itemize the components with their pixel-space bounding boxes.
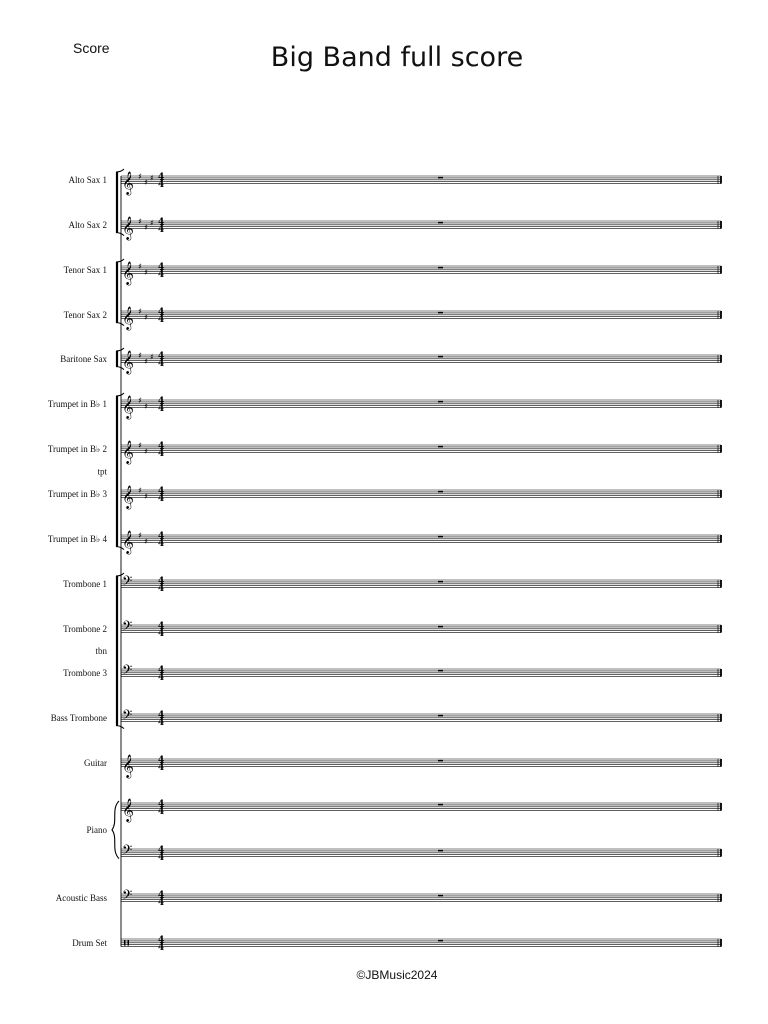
- whole-rest-icon: [438, 715, 443, 717]
- sharp-icon: ♯: [138, 441, 142, 450]
- sharp-icon: ♯: [138, 172, 142, 181]
- time-signature-top: 4: [158, 621, 165, 632]
- time-signature-bottom: 4: [158, 629, 165, 640]
- time-signature-bottom: 4: [158, 180, 165, 191]
- time-signature-top: 4: [158, 755, 165, 766]
- instrument-name: Tenor Sax 1: [63, 264, 107, 275]
- score-label: Score: [73, 40, 110, 56]
- whole-rest-icon: [438, 760, 443, 762]
- instrument-name: Guitar: [84, 757, 107, 768]
- page-title: Big Band full score: [270, 42, 524, 73]
- whole-rest-icon: [438, 491, 443, 493]
- whole-rest-icon: [438, 940, 443, 942]
- sharp-icon: ♯: [144, 491, 148, 501]
- instrument-name: Baritone Sax: [60, 353, 107, 364]
- whole-rest-icon: [438, 895, 443, 897]
- whole-rest-icon: [438, 446, 443, 448]
- time-signature-top: 4: [158, 217, 165, 228]
- time-signature-top: 4: [158, 262, 165, 273]
- time-signature-bottom: 4: [158, 943, 165, 954]
- time-signature-bottom: 4: [158, 584, 165, 595]
- time-signature-bottom: 4: [158, 225, 165, 236]
- time-signature-bottom: 4: [158, 898, 165, 909]
- time-signature-top: 4: [158, 486, 165, 497]
- time-signature-bottom: 4: [158, 315, 165, 326]
- whole-rest-icon: [438, 401, 443, 403]
- whole-rest-icon: [438, 177, 443, 179]
- sharp-icon: ♯: [144, 446, 148, 456]
- instrument-name: Acoustic Bass: [55, 892, 107, 903]
- bass-clef-icon: 𝄢: [122, 707, 133, 726]
- time-signature-top: 4: [158, 441, 165, 452]
- whole-rest-icon: [438, 581, 443, 583]
- sharp-icon: ♯: [144, 536, 148, 546]
- piano-label: Piano: [86, 824, 107, 835]
- treble-clef-icon: 𝄞: [122, 529, 134, 554]
- section-bracket: [116, 726, 124, 729]
- treble-clef-icon: 𝄞: [122, 170, 134, 195]
- time-signature-bottom: 4: [158, 673, 165, 684]
- whole-rest-icon: [438, 267, 443, 269]
- bass-clef-icon: 𝄢: [122, 887, 133, 906]
- whole-rest-icon: [438, 850, 443, 852]
- whole-rest-icon: [438, 626, 443, 628]
- sharp-icon: ♯: [138, 351, 142, 360]
- instrument-name: Trombone 2: [63, 623, 107, 634]
- time-signature-bottom: 4: [158, 763, 165, 774]
- instrument-name: Trombone 3: [63, 667, 107, 678]
- treble-clef-icon: 𝄞: [122, 349, 134, 374]
- time-signature-bottom: 4: [158, 494, 165, 505]
- bass-clef-icon: 𝄢: [122, 842, 133, 861]
- instrument-name: Trumpet in B♭ 1: [47, 398, 107, 409]
- treble-clef-icon: 𝄞: [122, 394, 134, 419]
- percussion-clef-icon: [124, 940, 126, 946]
- treble-clef-icon: 𝄞: [122, 484, 134, 509]
- time-signature-bottom: 4: [158, 449, 165, 460]
- treble-clef-icon: 𝄞: [122, 797, 134, 822]
- time-signature-top: 4: [158, 710, 165, 721]
- sharp-icon: ♯: [138, 396, 142, 405]
- instrument-name: Bass Trombone: [50, 712, 107, 723]
- time-signature-bottom: 4: [158, 359, 165, 370]
- treble-clef-icon: 𝄞: [122, 215, 134, 240]
- instrument-name: Trombone 1: [63, 578, 107, 589]
- bass-clef-icon: 𝄢: [122, 618, 133, 637]
- time-signature-bottom: 4: [158, 270, 165, 281]
- sharp-icon: ♯: [144, 356, 148, 366]
- time-signature-top: 4: [158, 172, 165, 183]
- instrument-name: Drum Set: [72, 937, 107, 948]
- sharp-icon: ♯: [144, 267, 148, 277]
- whole-rest-icon: [438, 536, 443, 538]
- sharp-icon: ♯: [150, 173, 154, 183]
- sharp-icon: ♯: [138, 531, 142, 540]
- time-signature-bottom: 4: [158, 853, 165, 864]
- whole-rest-icon: [438, 312, 443, 314]
- instrument-name: Trumpet in B♭ 3: [47, 488, 107, 499]
- time-signature-bottom: 4: [158, 807, 165, 818]
- treble-clef-icon: 𝄞: [122, 260, 134, 285]
- sharp-icon: ♯: [144, 222, 148, 232]
- sharp-icon: ♯: [144, 177, 148, 187]
- percussion-clef-icon: [128, 940, 130, 946]
- instrument-name: Alto Sax 1: [68, 174, 107, 185]
- instrument-name: Trumpet in B♭ 2: [47, 443, 107, 454]
- instrument-name: Alto Sax 2: [68, 219, 107, 230]
- time-signature-top: 4: [158, 935, 165, 946]
- time-signature-top: 4: [158, 351, 165, 362]
- sharp-icon: ♯: [150, 352, 154, 362]
- sharp-icon: ♯: [138, 486, 142, 495]
- whole-rest-icon: [438, 356, 443, 358]
- whole-rest-icon: [438, 670, 443, 672]
- time-signature-bottom: 4: [158, 404, 165, 415]
- time-signature-bottom: 4: [158, 539, 165, 550]
- time-signature-bottom: 4: [158, 718, 165, 729]
- time-signature-top: 4: [158, 576, 165, 587]
- whole-rest-icon: [438, 804, 443, 806]
- copyright-text: ©JBMusic2024: [356, 968, 438, 982]
- piano-brace: [112, 801, 119, 859]
- time-signature-top: 4: [158, 845, 165, 856]
- time-signature-top: 4: [158, 307, 165, 318]
- sharp-icon: ♯: [144, 401, 148, 411]
- bass-clef-icon: 𝄢: [122, 662, 133, 681]
- sharp-icon: ♯: [150, 218, 154, 228]
- time-signature-top: 4: [158, 396, 165, 407]
- time-signature-top: 4: [158, 890, 165, 901]
- instrument-name: Trumpet in B♭ 4: [47, 533, 107, 544]
- sharp-icon: ♯: [144, 312, 148, 322]
- bass-clef-icon: 𝄢: [122, 573, 133, 592]
- treble-clef-icon: 𝄞: [122, 753, 134, 778]
- sharp-icon: ♯: [138, 217, 142, 226]
- instrument-name: Tenor Sax 2: [63, 309, 107, 320]
- time-signature-top: 4: [158, 665, 165, 676]
- tpt-group-label: tpt: [97, 466, 107, 477]
- sharp-icon: ♯: [138, 262, 142, 271]
- sharp-icon: ♯: [138, 307, 142, 316]
- time-signature-top: 4: [158, 799, 165, 810]
- treble-clef-icon: 𝄞: [122, 439, 134, 464]
- tbn-group-label: tbn: [95, 645, 107, 656]
- treble-clef-icon: 𝄞: [122, 305, 134, 330]
- whole-rest-icon: [438, 222, 443, 224]
- time-signature-top: 4: [158, 531, 165, 542]
